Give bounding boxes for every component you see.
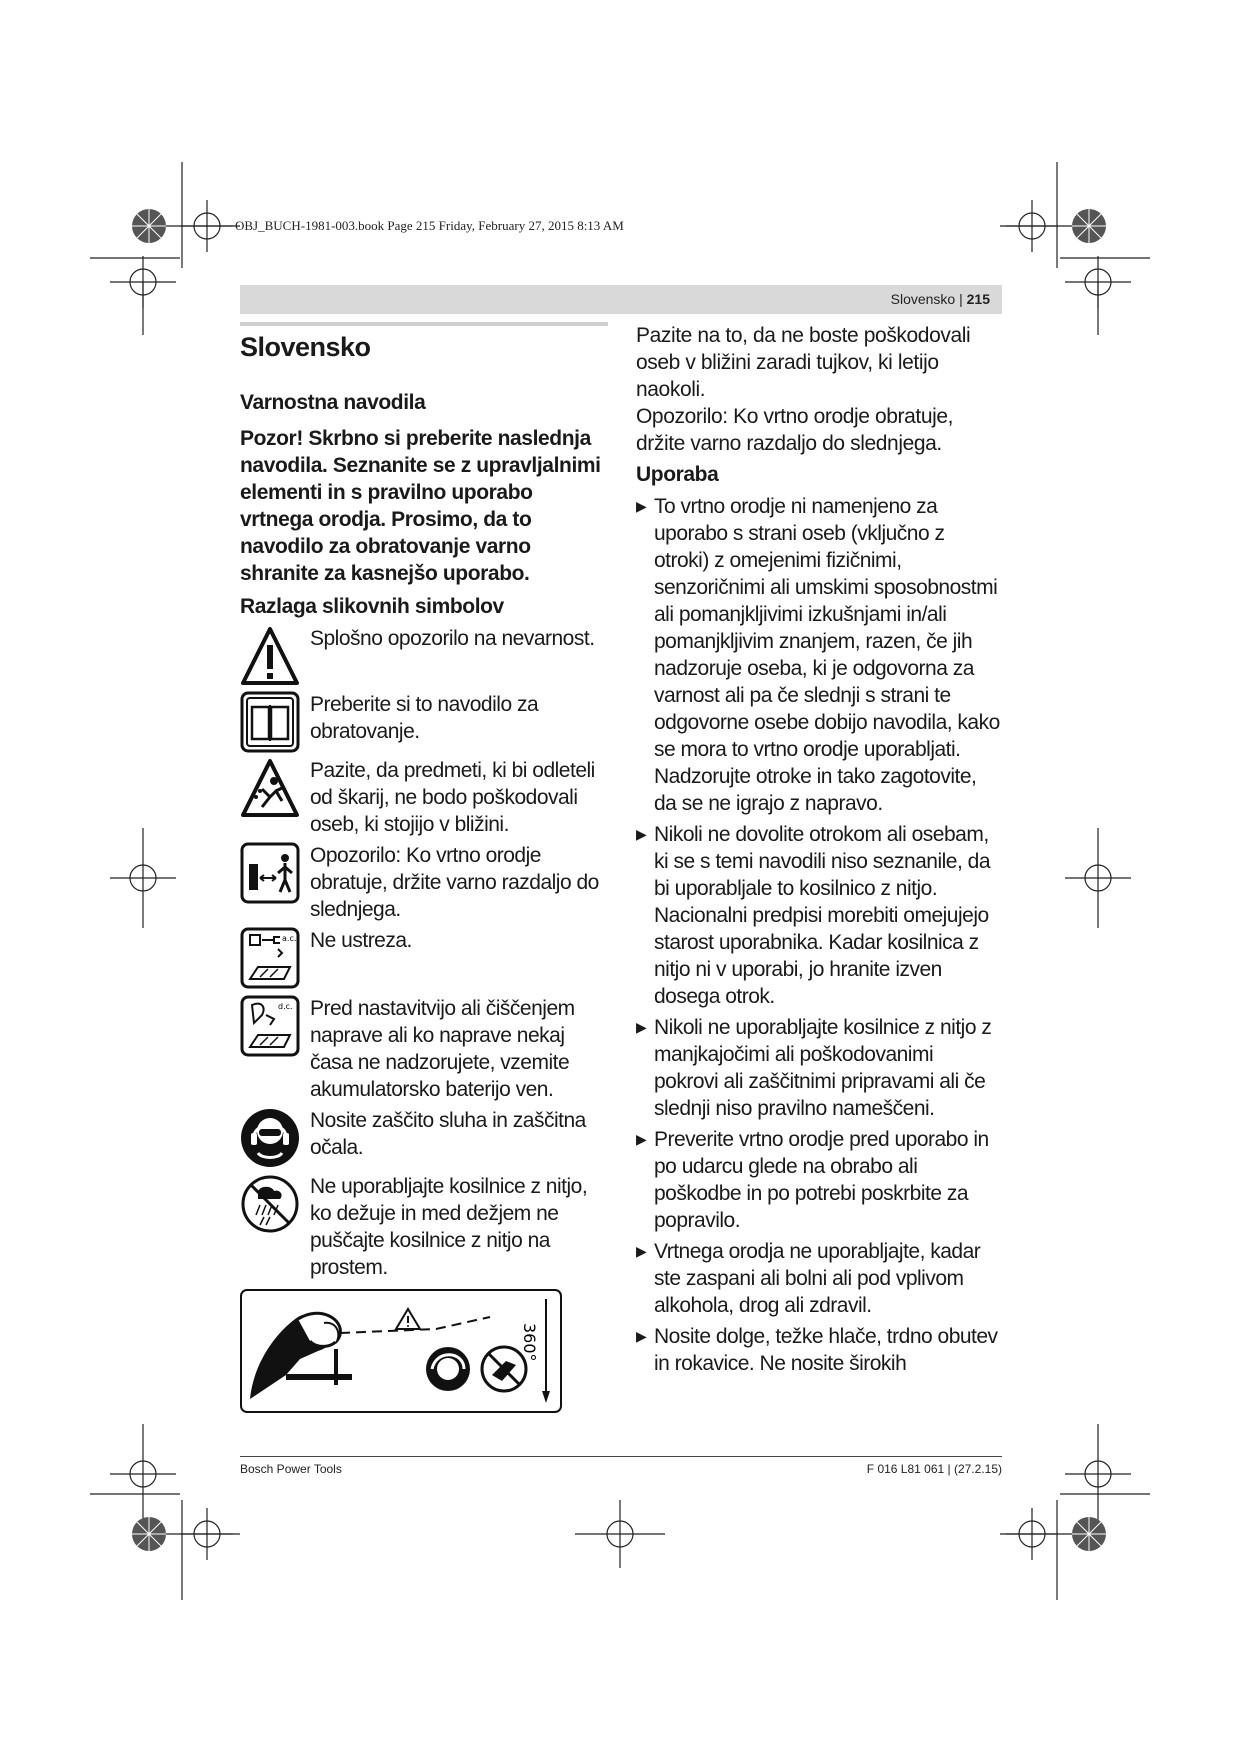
symbol-text: Opozorilo: Ko vrtno orodje obratuje, držite varno razdaljo do slednjega. bbox=[310, 844, 599, 921]
symbol-row bbox=[240, 1107, 608, 1169]
symbol-row bbox=[240, 691, 608, 753]
symbol-text: Preberite si to navodilo za obratovanje. bbox=[310, 693, 539, 743]
bullet-triangle-icon: ▶ bbox=[636, 1019, 647, 1035]
svg-text:d.c.: d.c. bbox=[278, 1002, 293, 1011]
footer-doc-code: F 016 L81 061 | (27.2.15) bbox=[866, 1462, 1002, 1476]
bullet-triangle-icon: ▶ bbox=[636, 1131, 647, 1147]
symbol-row bbox=[240, 842, 608, 923]
symbol-text: Ne uporabljajte kosilnice z nitjo, ko dežuje in med dežjem ne puščajte kosilnice z nitjo na prostem. bbox=[310, 1175, 588, 1279]
warning-triangle-icon bbox=[240, 625, 300, 687]
right-column bbox=[636, 322, 1002, 1381]
warning-paragraph: Pozor! Skrbno si preberite naslednja navodila. Seznanite se z upravljalnimi elementi in s pravilno uporabo vrtnega orodja. Prosimo, da to navodilo za obratovanje varno shranite za kasnejšo uporabo. bbox=[240, 427, 601, 585]
intro-paragraph: Pazite na to, da ne boste poškodovali oseb v bližini zaradi tujkov, ki letijo naokoli. bbox=[636, 324, 971, 401]
ac-plug-icon bbox=[240, 927, 300, 989]
symbol-row bbox=[240, 625, 608, 687]
bullet-triangle-icon: ▶ bbox=[636, 498, 647, 514]
safety-heading: Varnostna navodila bbox=[240, 391, 426, 414]
dc-battery-icon bbox=[240, 995, 300, 1057]
list-item: ▶ To vrtno orodje ni namenjeno za uporabo s strani oseb (vključno z otroki) z omejenimi fizičnimi, senzoričnimi ali umskimi sposobnostmi ali pomanjkljivimi izkušnjami in/ali pomanjkljivim znanjem, razen, če jih nadzoruje oseba, ki je odgovorna za varnost ali pa če slednji s strani te odgovorne osebe dobijo navodila, kako se mora to vrtno orodje uporabljati. Nadzorujte otroke in tako zagotovite, da se ne igrajo z napravo. bbox=[636, 495, 1000, 815]
hearing-eye-protection-icon bbox=[240, 1107, 300, 1169]
manual-book-icon bbox=[240, 691, 300, 753]
footer-rule bbox=[240, 1456, 1002, 1457]
page-title: Slovensko bbox=[240, 332, 371, 362]
use-list bbox=[636, 493, 1002, 1377]
symbol-text: Pazite, da predmeti, ki bi odleteli od škarij, ne bodo poškodovali oseb, ki stojijo v bližini. bbox=[310, 759, 595, 836]
usage-illustration bbox=[240, 1289, 562, 1413]
symbol-row bbox=[240, 995, 608, 1103]
symbol-text: Ne ustreza. bbox=[310, 929, 412, 952]
page-header: Slovensko | 215 bbox=[240, 285, 1002, 314]
symbol-text: Nosite zaščito sluha in zaščitna očala. bbox=[310, 1109, 586, 1159]
left-column bbox=[240, 322, 608, 1413]
no-rain-icon bbox=[240, 1173, 300, 1235]
intro-paragraph: Opozorilo: Ko vrtno orodje obratuje, držite varno razdaljo do slednjega. bbox=[636, 405, 954, 455]
bullet-triangle-icon: ▶ bbox=[636, 1243, 647, 1259]
safe-distance-icon bbox=[240, 842, 300, 904]
list-item: ▶ Nikoli ne dovolite otrokom ali osebam, ki se s temi navodili niso seznanile, da bi uporabljale to kosilnico z nitjo. Nacionalni predpisi morebiti omejujejo starost uporabnika. Kadar kosilnica z nitjo ni v uporabi, jo hranite izven dosega otrok. bbox=[636, 823, 991, 1008]
list-item: ▶ Nosite dolge, težke hlače, trdno obutev in rokavice. Ne nosite širokih bbox=[636, 1325, 998, 1375]
print-info-line: OBJ_BUCH-1981-003.book Page 215 Friday, February 27, 2015 8:13 AM bbox=[235, 218, 624, 233]
page-number: 215 bbox=[966, 291, 990, 307]
header-section: Slovensko bbox=[890, 291, 956, 307]
symbol-text: Splošno opozorilo na nevarnost. bbox=[310, 627, 595, 650]
symbol-row bbox=[240, 927, 608, 989]
symbol-row bbox=[240, 757, 608, 838]
symbol-row bbox=[240, 1173, 608, 1281]
bullet-triangle-icon: ▶ bbox=[636, 826, 647, 842]
list-item: ▶ Vrtnega orodja ne uporabljajte, kadar ste zaspani ali bolni ali pod vplivom alkohola, drog ali zdravil. bbox=[636, 1240, 981, 1317]
symbols-heading: Razlaga slikovnih simbolov bbox=[240, 595, 504, 618]
list-item: ▶ Nikoli ne uporabljajte kosilnice z nitjo z manjkajočimi ali poškodovanimi pokrovi ali zaščitnimi pripravami ali če slednji niso pravilno nameščeni. bbox=[636, 1016, 992, 1120]
rotation-label: 360° bbox=[520, 1323, 539, 1362]
svg-text:a.c.: a.c. bbox=[282, 934, 297, 943]
footer-brand: Bosch Power Tools bbox=[240, 1462, 342, 1476]
bullet-triangle-icon: ▶ bbox=[636, 1328, 647, 1344]
title-rule bbox=[240, 322, 608, 326]
list-item: ▶ Preverite vrtno orodje pred uporabo in po udarcu glede na obrabo ali poškodbe in po potrebi poskrbite za popravilo. bbox=[636, 1128, 989, 1232]
use-heading: Uporaba bbox=[636, 463, 719, 486]
flying-objects-icon bbox=[240, 757, 300, 819]
symbol-text: Pred nastavitvijo ali čiščenjem naprave ali ko naprave nekaj časa ne nadzorujete, vzemite akumulatorsko baterijo ven. bbox=[310, 997, 575, 1101]
